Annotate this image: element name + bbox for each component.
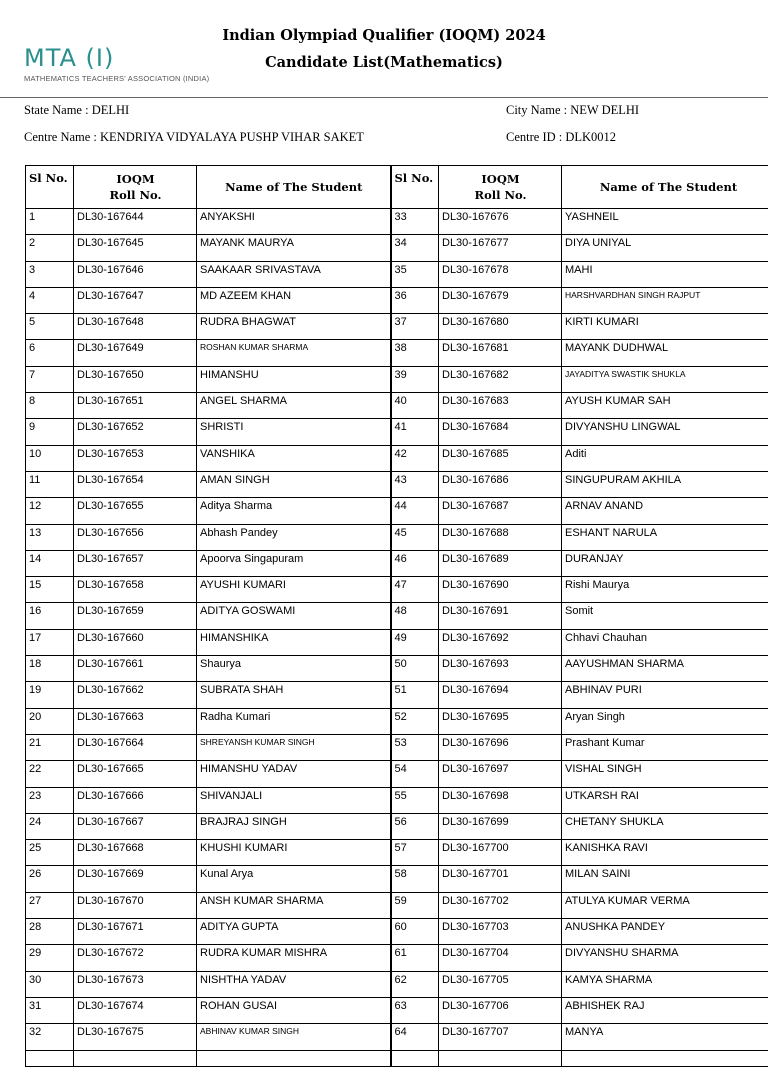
table-row [26,235,768,261]
logo-subtext: MATHEMATICS TEACHERS' ASSOCIATION (INDIA) [24,74,224,83]
header-student-name: Name of The Student [197,166,391,209]
header-roll-line2: Roll No. [475,188,527,202]
right-sl-no-cell: 45 [391,524,439,550]
state-name: State Name : DELHI [24,103,129,118]
left-sl-no-cell: 16 [26,603,74,629]
table-row [26,997,768,1023]
table-row [26,734,768,760]
left-student-name-cell: ADITYA GOSWAMI [197,603,391,629]
left-sl-no-cell: 5 [26,314,74,340]
left-roll-no-cell: DL30-167644 [74,209,197,235]
right-student-name-cell: SINGUPURAM AKHILA [562,471,768,497]
right-sl-no-cell: 62 [391,971,439,997]
left-roll-no-cell: DL30-167648 [74,314,197,340]
left-student-name-cell: HIMANSHIKA [197,629,391,655]
left-student-name-cell: AMAN SINGH [197,471,391,497]
table-row [26,945,768,971]
right-sl-no-cell: 52 [391,708,439,734]
left-student-name-cell: SHIVANJALI [197,787,391,813]
left-student-name-cell: BRAJRAJ SINGH [197,813,391,839]
left-roll-no-cell: DL30-167663 [74,708,197,734]
left-roll-no-cell: DL30-167669 [74,866,197,892]
left-student-name-cell: ANYAKSHI [197,209,391,235]
left-sl-no-cell: 1 [26,209,74,235]
right-student-name-cell: ATULYA KUMAR VERMA [562,892,768,918]
table-row [26,656,768,682]
left-sl-no-cell: 23 [26,787,74,813]
right-roll-no-cell: DL30-167684 [439,419,562,445]
table-row [26,1024,768,1050]
left-sl-no-cell: 17 [26,629,74,655]
left-roll-no-cell: DL30-167649 [74,340,197,366]
table-row [26,419,768,445]
right-sl-no-cell: 44 [391,498,439,524]
left-student-name-cell: KHUSHI KUMARI [197,840,391,866]
right-roll-no-cell: DL30-167686 [439,471,562,497]
right-sl-no-cell: 60 [391,919,439,945]
table-row [26,498,768,524]
left-student-name-cell: ANGEL SHARMA [197,393,391,419]
left-student-name-cell: ABHINAV KUMAR SINGH [197,1024,391,1050]
left-roll-no-cell: DL30-167656 [74,524,197,550]
right-sl-no-cell: 46 [391,550,439,576]
page-subtitle: Candidate List(Mathematics) [0,54,768,71]
right-student-name-cell: Prashant Kumar [562,734,768,760]
right-roll-no-cell: DL30-167683 [439,393,562,419]
left-student-name-cell: SUBRATA SHAH [197,682,391,708]
right-student-name-cell: Chhavi Chauhan [562,629,768,655]
right-student-name-cell: KIRTI KUMARI [562,314,768,340]
right-sl-no-cell: 53 [391,734,439,760]
right-sl-no-cell: 49 [391,629,439,655]
right-sl-no-cell: 63 [391,997,439,1023]
right-sl-no-cell: 35 [391,261,439,287]
right-sl-no-cell: 50 [391,656,439,682]
right-roll-no-cell: DL30-167679 [439,287,562,313]
left-student-name-cell: Radha Kumari [197,708,391,734]
left-sl-no-cell: 30 [26,971,74,997]
empty-cell [26,1050,74,1066]
left-roll-no-cell: DL30-167665 [74,761,197,787]
left-student-name-cell: HIMANSHU [197,366,391,392]
right-roll-no-cell: DL30-167688 [439,524,562,550]
left-sl-no-cell: 18 [26,656,74,682]
right-sl-no-cell: 61 [391,945,439,971]
left-student-name-cell: RUDRA BHAGWAT [197,314,391,340]
left-student-name-cell: ROSHAN KUMAR SHARMA [197,340,391,366]
right-roll-no-cell: DL30-167692 [439,629,562,655]
right-roll-no-cell: DL30-167702 [439,892,562,918]
right-roll-no-cell: DL30-167701 [439,866,562,892]
table-row [26,393,768,419]
right-roll-no-cell: DL30-167689 [439,550,562,576]
right-sl-no-cell: 41 [391,419,439,445]
right-student-name-cell: AAYUSHMAN SHARMA [562,656,768,682]
table-row [26,287,768,313]
left-sl-no-cell: 12 [26,498,74,524]
right-student-name-cell: HARSHVARDHAN SINGH RAJPUT [562,287,768,313]
table-row [26,550,768,576]
left-roll-no-cell: DL30-167658 [74,577,197,603]
empty-cell [439,1050,562,1066]
right-roll-no-cell: DL30-167695 [439,708,562,734]
right-student-name-cell: Aditi [562,445,768,471]
left-student-name-cell: MAYANK MAURYA [197,235,391,261]
left-roll-no-cell: DL30-167659 [74,603,197,629]
right-roll-no-cell: DL30-167676 [439,209,562,235]
right-roll-no-cell: DL30-167694 [439,682,562,708]
left-roll-no-cell: DL30-167662 [74,682,197,708]
right-roll-no-cell: DL30-167682 [439,366,562,392]
left-roll-no-cell: DL30-167653 [74,445,197,471]
right-sl-no-cell: 47 [391,577,439,603]
header-roll-line1: IOQM [481,172,519,186]
right-sl-no-cell: 58 [391,866,439,892]
left-student-name-cell: Apoorva Singapuram [197,550,391,576]
right-roll-no-cell: DL30-167698 [439,787,562,813]
left-student-name-cell: SHREYANSH KUMAR SINGH [197,734,391,760]
header-roll-line2: Roll No. [110,188,162,202]
table-row [26,366,768,392]
right-roll-no-cell: DL30-167678 [439,261,562,287]
right-sl-no-cell: 40 [391,393,439,419]
left-roll-no-cell: DL30-167650 [74,366,197,392]
right-student-name-cell: AYUSH KUMAR SAH [562,393,768,419]
table-row [26,445,768,471]
right-roll-no-cell: DL30-167704 [439,945,562,971]
right-sl-no-cell: 43 [391,471,439,497]
right-roll-no-cell: DL30-167685 [439,445,562,471]
right-student-name-cell: Somit [562,603,768,629]
left-roll-no-cell: DL30-167652 [74,419,197,445]
left-sl-no-cell: 25 [26,840,74,866]
right-sl-no-cell: 59 [391,892,439,918]
left-roll-no-cell: DL30-167668 [74,840,197,866]
left-student-name-cell: NISHTHA YADAV [197,971,391,997]
table-row [26,603,768,629]
left-student-name-cell: ANSH KUMAR SHARMA [197,892,391,918]
right-student-name-cell: DIVYANSHU LINGWAL [562,419,768,445]
table-row [26,866,768,892]
centre-id: Centre ID : DLK0012 [506,130,616,145]
left-roll-no-cell: DL30-167670 [74,892,197,918]
header-sl-no: Sl No. [26,166,74,209]
left-roll-no-cell: DL30-167664 [74,734,197,760]
right-student-name-cell: JAYADITYA SWASTIK SHUKLA [562,366,768,392]
page-title: Indian Olympiad Qualifier (IOQM) 2024 [0,27,768,44]
table-row [26,971,768,997]
left-student-name-cell: SAAKAAR SRIVASTAVA [197,261,391,287]
left-roll-no-cell: DL30-167657 [74,550,197,576]
right-roll-no-cell: DL30-167700 [439,840,562,866]
right-roll-no-cell: DL30-167696 [439,734,562,760]
table-row [26,813,768,839]
left-sl-no-cell: 15 [26,577,74,603]
right-student-name-cell: ARNAV ANAND [562,498,768,524]
table-row [26,261,768,287]
left-sl-no-cell: 26 [26,866,74,892]
left-sl-no-cell: 32 [26,1024,74,1050]
right-roll-no-cell: DL30-167681 [439,340,562,366]
right-student-name-cell: VISHAL SINGH [562,761,768,787]
right-sl-no-cell: 36 [391,287,439,313]
left-roll-no-cell: DL30-167671 [74,919,197,945]
left-roll-no-cell: DL30-167651 [74,393,197,419]
left-student-name-cell: Abhash Pandey [197,524,391,550]
left-student-name-cell: VANSHIKA [197,445,391,471]
table-row [26,787,768,813]
left-sl-no-cell: 22 [26,761,74,787]
right-student-name-cell: MILAN SAINI [562,866,768,892]
left-sl-no-cell: 2 [26,235,74,261]
table-row [26,892,768,918]
left-sl-no-cell: 21 [26,734,74,760]
left-student-name-cell: SHRISTI [197,419,391,445]
left-student-name-cell: Aditya Sharma [197,498,391,524]
left-sl-no-cell: 28 [26,919,74,945]
right-roll-no-cell: DL30-167706 [439,997,562,1023]
left-student-name-cell: Kunal Arya [197,866,391,892]
table-row [26,919,768,945]
right-sl-no-cell: 56 [391,813,439,839]
left-student-name-cell: HIMANSHU YADAV [197,761,391,787]
candidate-table [25,165,768,1067]
right-student-name-cell: ESHANT NARULA [562,524,768,550]
table-row [26,840,768,866]
header-roll-no [439,166,562,209]
left-sl-no-cell: 31 [26,997,74,1023]
right-sl-no-cell: 64 [391,1024,439,1050]
table-row [26,340,768,366]
right-sl-no-cell: 55 [391,787,439,813]
right-roll-no-cell: DL30-167680 [439,314,562,340]
left-sl-no-cell: 13 [26,524,74,550]
table-row [26,708,768,734]
right-sl-no-cell: 39 [391,366,439,392]
right-student-name-cell: CHETANY SHUKLA [562,813,768,839]
right-student-name-cell: ABHISHEK RAJ [562,997,768,1023]
header-sl-no: Sl No. [391,166,439,209]
right-sl-no-cell: 34 [391,235,439,261]
city-name: City Name : NEW DELHI [506,103,639,118]
empty-cell [197,1050,391,1066]
left-roll-no-cell: DL30-167645 [74,235,197,261]
left-roll-no-cell: DL30-167672 [74,945,197,971]
table-body [26,209,768,1067]
right-student-name-cell: DIVYANSHU SHARMA [562,945,768,971]
left-roll-no-cell: DL30-167654 [74,471,197,497]
right-student-name-cell: UTKARSH RAI [562,787,768,813]
left-sl-no-cell: 10 [26,445,74,471]
left-student-name-cell: ADITYA GUPTA [197,919,391,945]
table-row [26,761,768,787]
right-roll-no-cell: DL30-167690 [439,577,562,603]
right-sl-no-cell: 51 [391,682,439,708]
empty-cell [562,1050,768,1066]
logo-text: MTA (I) [24,44,224,72]
right-roll-no-cell: DL30-167697 [439,761,562,787]
right-roll-no-cell: DL30-167707 [439,1024,562,1050]
left-roll-no-cell: DL30-167667 [74,813,197,839]
left-roll-no-cell: DL30-167666 [74,787,197,813]
right-student-name-cell: ANUSHKA PANDEY [562,919,768,945]
left-roll-no-cell: DL30-167655 [74,498,197,524]
left-sl-no-cell: 14 [26,550,74,576]
left-sl-no-cell: 24 [26,813,74,839]
left-sl-no-cell: 27 [26,892,74,918]
right-roll-no-cell: DL30-167687 [439,498,562,524]
left-student-name-cell: Shaurya [197,656,391,682]
right-roll-no-cell: DL30-167699 [439,813,562,839]
left-roll-no-cell: DL30-167675 [74,1024,197,1050]
right-student-name-cell: ABHINAV PURI [562,682,768,708]
right-student-name-cell: Rishi Maurya [562,577,768,603]
left-sl-no-cell: 29 [26,945,74,971]
left-roll-no-cell: DL30-167646 [74,261,197,287]
table-row-empty [26,1050,768,1066]
table-row [26,524,768,550]
empty-cell [74,1050,197,1066]
header-roll-no [74,166,197,209]
table-row [26,682,768,708]
right-sl-no-cell: 54 [391,761,439,787]
table-row [26,314,768,340]
centre-name: Centre Name : KENDRIYA VIDYALAYA PUSHP VIHAR SAKET [24,130,364,145]
table-row [26,577,768,603]
left-roll-no-cell: DL30-167661 [74,656,197,682]
header-student-name: Name of The Student [562,166,768,209]
right-roll-no-cell: DL30-167677 [439,235,562,261]
left-sl-no-cell: 8 [26,393,74,419]
right-roll-no-cell: DL30-167703 [439,919,562,945]
left-student-name-cell: RUDRA KUMAR MISHRA [197,945,391,971]
left-sl-no-cell: 3 [26,261,74,287]
left-roll-no-cell: DL30-167660 [74,629,197,655]
left-sl-no-cell: 20 [26,708,74,734]
left-sl-no-cell: 19 [26,682,74,708]
table-row [26,471,768,497]
right-roll-no-cell: DL30-167693 [439,656,562,682]
empty-cell [391,1050,439,1066]
right-roll-no-cell: DL30-167691 [439,603,562,629]
table-row [26,629,768,655]
left-roll-no-cell: DL30-167647 [74,287,197,313]
left-sl-no-cell: 4 [26,287,74,313]
left-student-name-cell: ROHAN GUSAI [197,997,391,1023]
right-sl-no-cell: 48 [391,603,439,629]
right-student-name-cell: DURANJAY [562,550,768,576]
left-student-name-cell: AYUSHI KUMARI [197,577,391,603]
right-student-name-cell: DIYA UNIYAL [562,235,768,261]
right-student-name-cell: YASHNEIL [562,209,768,235]
right-student-name-cell: KAMYA SHARMA [562,971,768,997]
right-sl-no-cell: 57 [391,840,439,866]
left-sl-no-cell: 9 [26,419,74,445]
left-sl-no-cell: 11 [26,471,74,497]
left-sl-no-cell: 6 [26,340,74,366]
left-sl-no-cell: 7 [26,366,74,392]
right-student-name-cell: Aryan Singh [562,708,768,734]
right-sl-no-cell: 42 [391,445,439,471]
right-student-name-cell: MANYA [562,1024,768,1050]
right-sl-no-cell: 37 [391,314,439,340]
right-student-name-cell: MAHI [562,261,768,287]
right-sl-no-cell: 33 [391,209,439,235]
right-student-name-cell: MAYANK DUDHWAL [562,340,768,366]
left-roll-no-cell: DL30-167673 [74,971,197,997]
header-divider [0,97,768,98]
left-roll-no-cell: DL30-167674 [74,997,197,1023]
right-student-name-cell: KANISHKA RAVI [562,840,768,866]
table-row [26,209,768,235]
left-student-name-cell: MD AZEEM KHAN [197,287,391,313]
right-sl-no-cell: 38 [391,340,439,366]
table-header-row [26,166,768,209]
header-roll-line1: IOQM [116,172,154,186]
right-roll-no-cell: DL30-167705 [439,971,562,997]
